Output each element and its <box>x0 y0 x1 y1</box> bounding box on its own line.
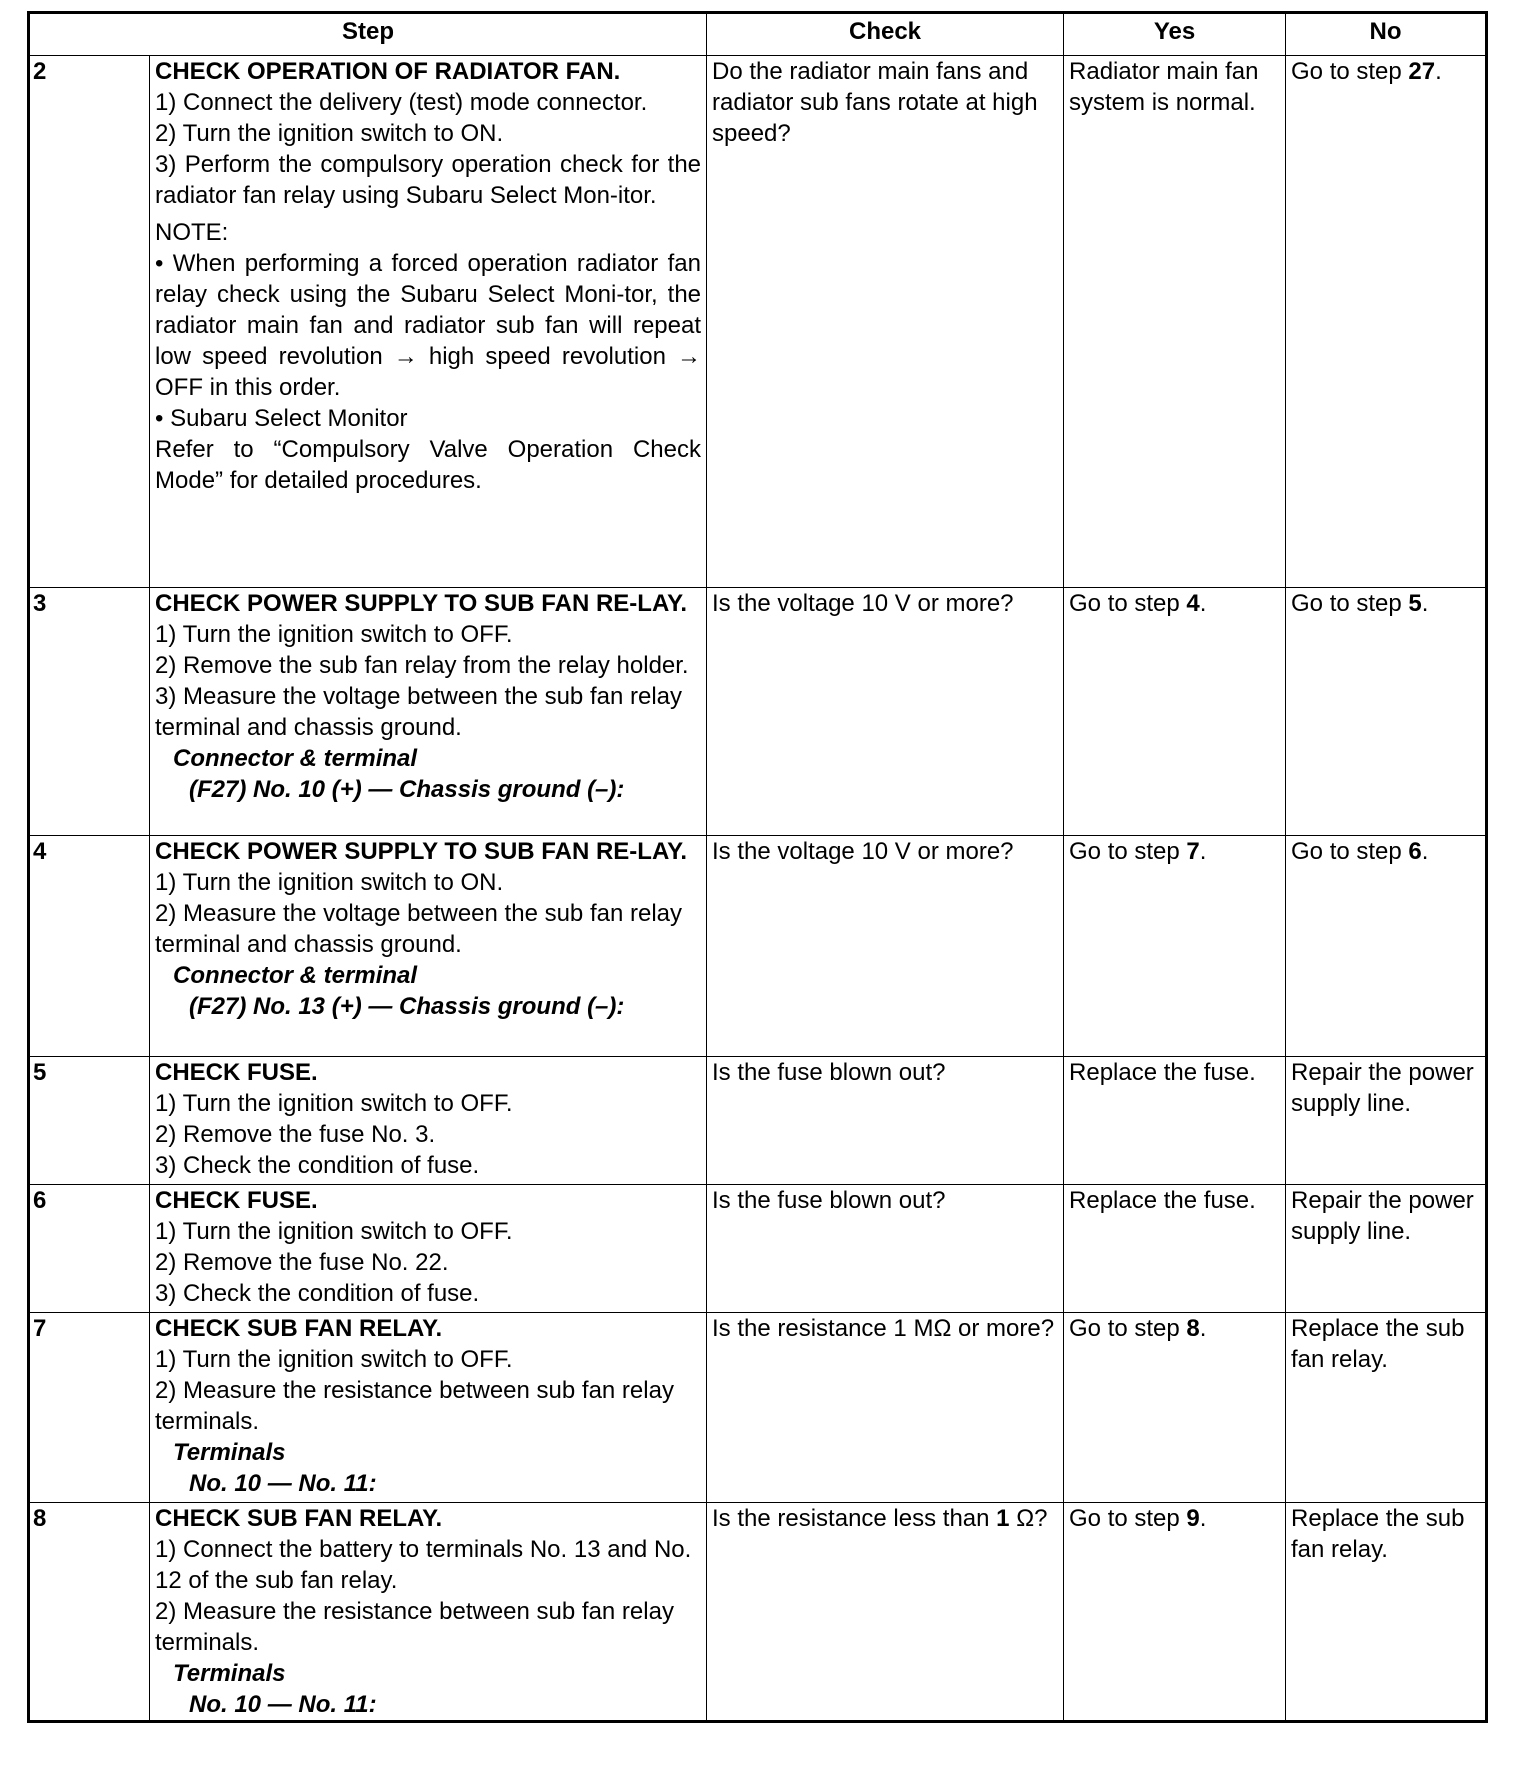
step-title: CHECK POWER SUPPLY TO SUB FAN RE-LAY. <box>155 838 688 865</box>
yes-cell <box>1064 588 1286 836</box>
step-line: 2) Remove the fuse No. 22. <box>155 1249 449 1276</box>
goto-text: Go to step <box>1069 838 1187 865</box>
no-cell: Repair the power supply line. <box>1286 1185 1487 1313</box>
goto-text: Go to step <box>1291 58 1409 85</box>
spec-heading: Connector & terminal <box>173 962 418 989</box>
step-procedure <box>150 836 707 1057</box>
goto-step: 5 <box>1408 590 1422 617</box>
goto-text: Go to step <box>1291 838 1409 865</box>
no-cell: Replace the sub fan relay. <box>1286 1313 1487 1503</box>
spec-value: No. 10 — No. 11: <box>189 1470 377 1497</box>
table-row <box>29 56 1487 588</box>
spec-heading: Terminals <box>173 1660 286 1687</box>
goto-step: 4 <box>1186 590 1200 617</box>
step-line: 2) Measure the voltage between the sub fan relay terminal and chassis ground. <box>155 900 682 958</box>
goto-text: Go to step <box>1291 590 1409 617</box>
step-line: 1) Connect the battery to terminals No. 13 and No. 12 of the sub fan relay. <box>155 1536 692 1594</box>
step-line: 1) Turn the ignition switch to ON. <box>155 869 504 896</box>
check-cell: Is the fuse blown out? <box>707 1185 1064 1313</box>
step-procedure <box>150 1503 707 1722</box>
step-number: 5 <box>29 1057 150 1185</box>
no-cell: Repair the power supply line. <box>1286 1057 1487 1185</box>
header-step: Step <box>29 13 707 56</box>
goto-text: Go to step <box>1069 590 1187 617</box>
check-value: 1 <box>996 1505 1010 1532</box>
yes-cell <box>1064 836 1286 1057</box>
step-title: CHECK FUSE. <box>155 1059 318 1086</box>
step-procedure <box>150 1057 707 1185</box>
step-line: 3) Perform the compulsory operation check for the radiator fan relay using Subaru Select Mon-itor. <box>155 151 702 209</box>
no-cell: Replace the sub fan relay. <box>1286 1503 1487 1722</box>
check-text: Is the resistance less than <box>712 1505 997 1532</box>
step-number: 3 <box>29 588 150 836</box>
step-title: CHECK FUSE. <box>155 1187 318 1214</box>
check-cell: Is the fuse blown out? <box>707 1057 1064 1185</box>
no-cell <box>1286 836 1487 1057</box>
note-reference: Refer to “Compulsory Valve Operation Check Mode” for detailed procedures. <box>155 436 702 494</box>
step-line: 3) Check the condition of fuse. <box>155 1280 480 1307</box>
check-cell: Is the voltage 10 V or more? <box>707 588 1064 836</box>
goto-suffix: . <box>1421 838 1429 865</box>
note-label: NOTE: <box>155 219 229 246</box>
step-number: 6 <box>29 1185 150 1313</box>
goto-suffix: . <box>1199 838 1207 865</box>
table-row <box>29 1313 1487 1503</box>
check-cell: Do the radiator main fans and radiator sub fans rotate at high speed? <box>707 56 1064 588</box>
goto-text: Go to step <box>1069 1315 1187 1342</box>
step-number: 2 <box>29 56 150 588</box>
header-yes: Yes <box>1064 13 1286 56</box>
step-procedure <box>150 588 707 836</box>
yes-cell: Replace the fuse. <box>1064 1185 1286 1313</box>
spec-heading: Connector & terminal <box>173 745 418 772</box>
check-cell: Is the voltage 10 V or more? <box>707 836 1064 1057</box>
step-line: 3) Measure the voltage between the sub fan relay terminal and chassis ground. <box>155 683 682 741</box>
goto-suffix: . <box>1421 590 1429 617</box>
spec-value: (F27) No. 10 (+) — Chassis ground (–): <box>189 776 625 803</box>
step-procedure <box>150 56 707 588</box>
step-line: 2) Remove the fuse No. 3. <box>155 1121 436 1148</box>
step-title: CHECK SUB FAN RELAY. <box>155 1505 443 1532</box>
step-procedure <box>150 1185 707 1313</box>
yes-cell: Radiator main fan system is normal. <box>1064 56 1286 588</box>
step-line: 2) Measure the resistance between sub fan relay terminals. <box>155 1598 674 1656</box>
table-row <box>29 1503 1487 1722</box>
header-no: No <box>1286 13 1487 56</box>
note-bullet: • Subaru Select Monitor <box>155 403 701 434</box>
step-title: CHECK SUB FAN RELAY. <box>155 1315 443 1342</box>
header-row <box>29 13 1487 56</box>
step-line: 2) Turn the ignition switch to ON. <box>155 120 504 147</box>
step-number: 4 <box>29 836 150 1057</box>
goto-suffix: . <box>1199 1505 1207 1532</box>
goto-step: 27 <box>1408 58 1436 85</box>
step-number: 7 <box>29 1313 150 1503</box>
step-line: 1) Turn the ignition switch to OFF. <box>155 621 513 648</box>
goto-suffix: . <box>1199 1315 1207 1342</box>
step-line: 3) Check the condition of fuse. <box>155 1152 480 1179</box>
step-title: CHECK POWER SUPPLY TO SUB FAN RE-LAY. <box>155 590 688 617</box>
table-row <box>29 588 1487 836</box>
step-number: 8 <box>29 1503 150 1722</box>
no-cell <box>1286 56 1487 588</box>
goto-step: 7 <box>1186 838 1200 865</box>
spec-value: (F27) No. 13 (+) — Chassis ground (–): <box>189 993 625 1020</box>
step-procedure <box>150 1313 707 1503</box>
step-line: 2) Measure the resistance between sub fan relay terminals. <box>155 1377 674 1435</box>
step-line: 1) Turn the ignition switch to OFF. <box>155 1090 513 1117</box>
step-line: 2) Remove the sub fan relay from the relay holder. <box>155 652 689 679</box>
spec-value: No. 10 — No. 11: <box>189 1691 377 1718</box>
yes-cell <box>1064 1313 1286 1503</box>
yes-cell: Replace the fuse. <box>1064 1057 1286 1185</box>
step-title: CHECK OPERATION OF RADIATOR FAN. <box>155 58 621 85</box>
step-line: 1) Connect the delivery (test) mode connector. <box>155 89 648 116</box>
diagnostic-table <box>27 11 1488 1723</box>
table-row <box>29 1057 1487 1185</box>
no-cell <box>1286 588 1487 836</box>
goto-step: 8 <box>1186 1315 1200 1342</box>
table-row <box>29 1185 1487 1313</box>
goto-step: 6 <box>1408 838 1422 865</box>
step-line: 1) Turn the ignition switch to OFF. <box>155 1346 513 1373</box>
note-bullet: • When performing a forced operation radiator fan relay check using the Subaru Select Moni-tor, the radiator main fan and radiator sub fan will repeat low speed revolution → high speed revolution → OFF in this order. <box>155 248 701 403</box>
check-unit: Ω? <box>1009 1505 1048 1532</box>
goto-suffix: . <box>1435 58 1442 85</box>
step-line: 1) Turn the ignition switch to OFF. <box>155 1218 513 1245</box>
table-row <box>29 836 1487 1057</box>
yes-cell <box>1064 1503 1286 1722</box>
goto-text: Go to step <box>1069 1505 1187 1532</box>
check-cell <box>707 1503 1064 1722</box>
goto-suffix: . <box>1199 590 1207 617</box>
check-cell: Is the resistance 1 MΩ or more? <box>707 1313 1064 1503</box>
header-check: Check <box>707 13 1064 56</box>
spec-heading: Terminals <box>173 1439 286 1466</box>
goto-step: 9 <box>1186 1505 1200 1532</box>
